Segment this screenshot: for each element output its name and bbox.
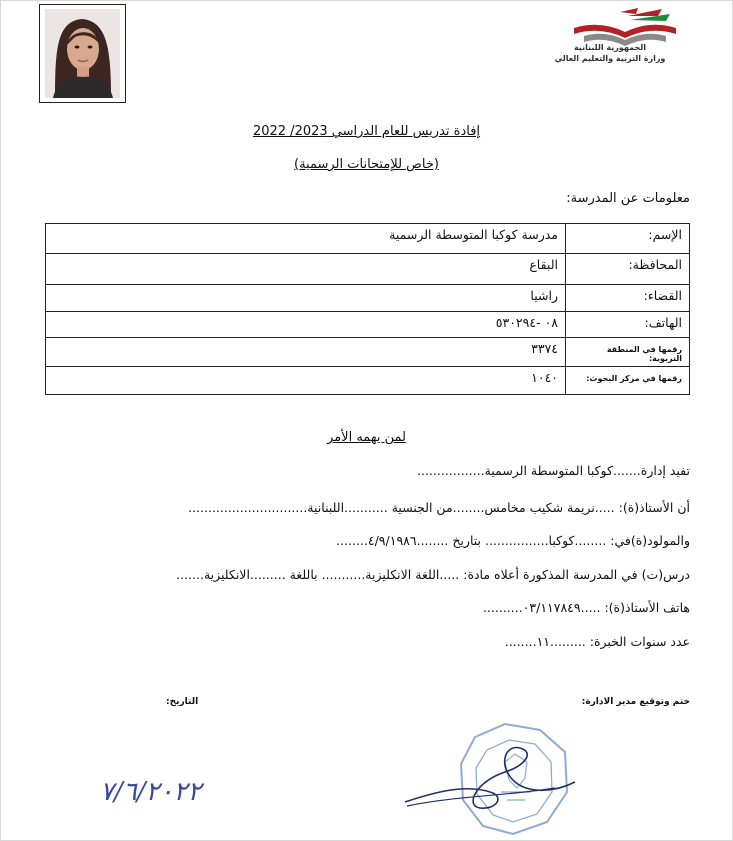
document-subtitle: (خاص للإمتحانات الرسمية) — [294, 157, 439, 172]
phone-value: ٠٨ -٥٣٠٢٩٤ — [46, 312, 566, 338]
school-info-label: معلومات عن المدرسة: — [566, 191, 690, 206]
ministry-line-1: الجمهورية اللبنانية — [573, 43, 647, 52]
name-label: الإسم: — [566, 224, 690, 254]
to-whom-it-may-concern: لمن يهمه الأمر — [327, 430, 406, 445]
signature-area — [35, 722, 690, 840]
teacher-photo — [45, 9, 120, 98]
education-zone-number-label: رقمها في المنطقة التربوية: — [566, 338, 690, 367]
governorate-value: البقاع — [46, 254, 566, 285]
body-line-birth: والمولود(ة)في: ........كوكبا................ بتاريخ ........٤/٩/١٩٨٦........ — [336, 533, 690, 548]
table-row — [46, 285, 690, 312]
school-info-table — [45, 223, 690, 395]
table-row — [46, 367, 690, 395]
table-row — [46, 338, 690, 367]
body-line-subject: درس(ت) في المدرسة المذكورة أعلاه مادة: .....اللغة الانكليزية........... باللغة .........الانكليزية....... — [176, 567, 690, 582]
ministry-name — [540, 42, 680, 64]
handwritten-date: ٧/٦/٢٠٢٢ — [100, 777, 202, 807]
education-zone-number-value: ٣٣٧٤ — [46, 338, 566, 367]
name-value: مدرسة كوكبا المتوسطة الرسمية — [46, 224, 566, 254]
stamp-signature-label: ختم وتوقيع مدير الادارة: — [581, 697, 690, 707]
table-row — [46, 312, 690, 338]
table-row — [46, 254, 690, 285]
body-line-administration: تفيد إدارة.......كوكبا المتوسطة الرسمية................. — [417, 463, 690, 478]
table-row — [46, 224, 690, 254]
body-line-teacher: أن الأستاذ(ة): .....نريمة شكيب مخامس........من الجنسية ...........اللبنانية.............................. — [188, 500, 690, 515]
stamp-and-signature-graphic — [35, 722, 690, 840]
research-center-number-label: رقمها في مركز البحوث: — [566, 367, 690, 395]
body-line-teacher-phone: هاتف الأستاذ(ة): .....٠٣/١١٧٨٤٩.......... — [482, 600, 690, 615]
district-value: راشيا — [46, 285, 566, 312]
district-label: القضاء: — [566, 285, 690, 312]
body-line-experience: عدد سنوات الخبرة: .........١١........ — [504, 634, 690, 649]
research-center-number-value: ١٠٤٠ — [46, 367, 566, 395]
phone-label: الهاتف: — [566, 312, 690, 338]
teacher-photo-frame — [39, 4, 126, 103]
governorate-label: المحافظة: — [566, 254, 690, 285]
document-title: إفادة تدريس للعام الدراسي 2023/ 2022 — [252, 124, 481, 139]
official-stamp-icon — [461, 724, 567, 834]
ministry-line-2: وزارة التربية والتعليم العالي — [554, 54, 666, 63]
date-label: التاريخ: — [166, 697, 199, 707]
